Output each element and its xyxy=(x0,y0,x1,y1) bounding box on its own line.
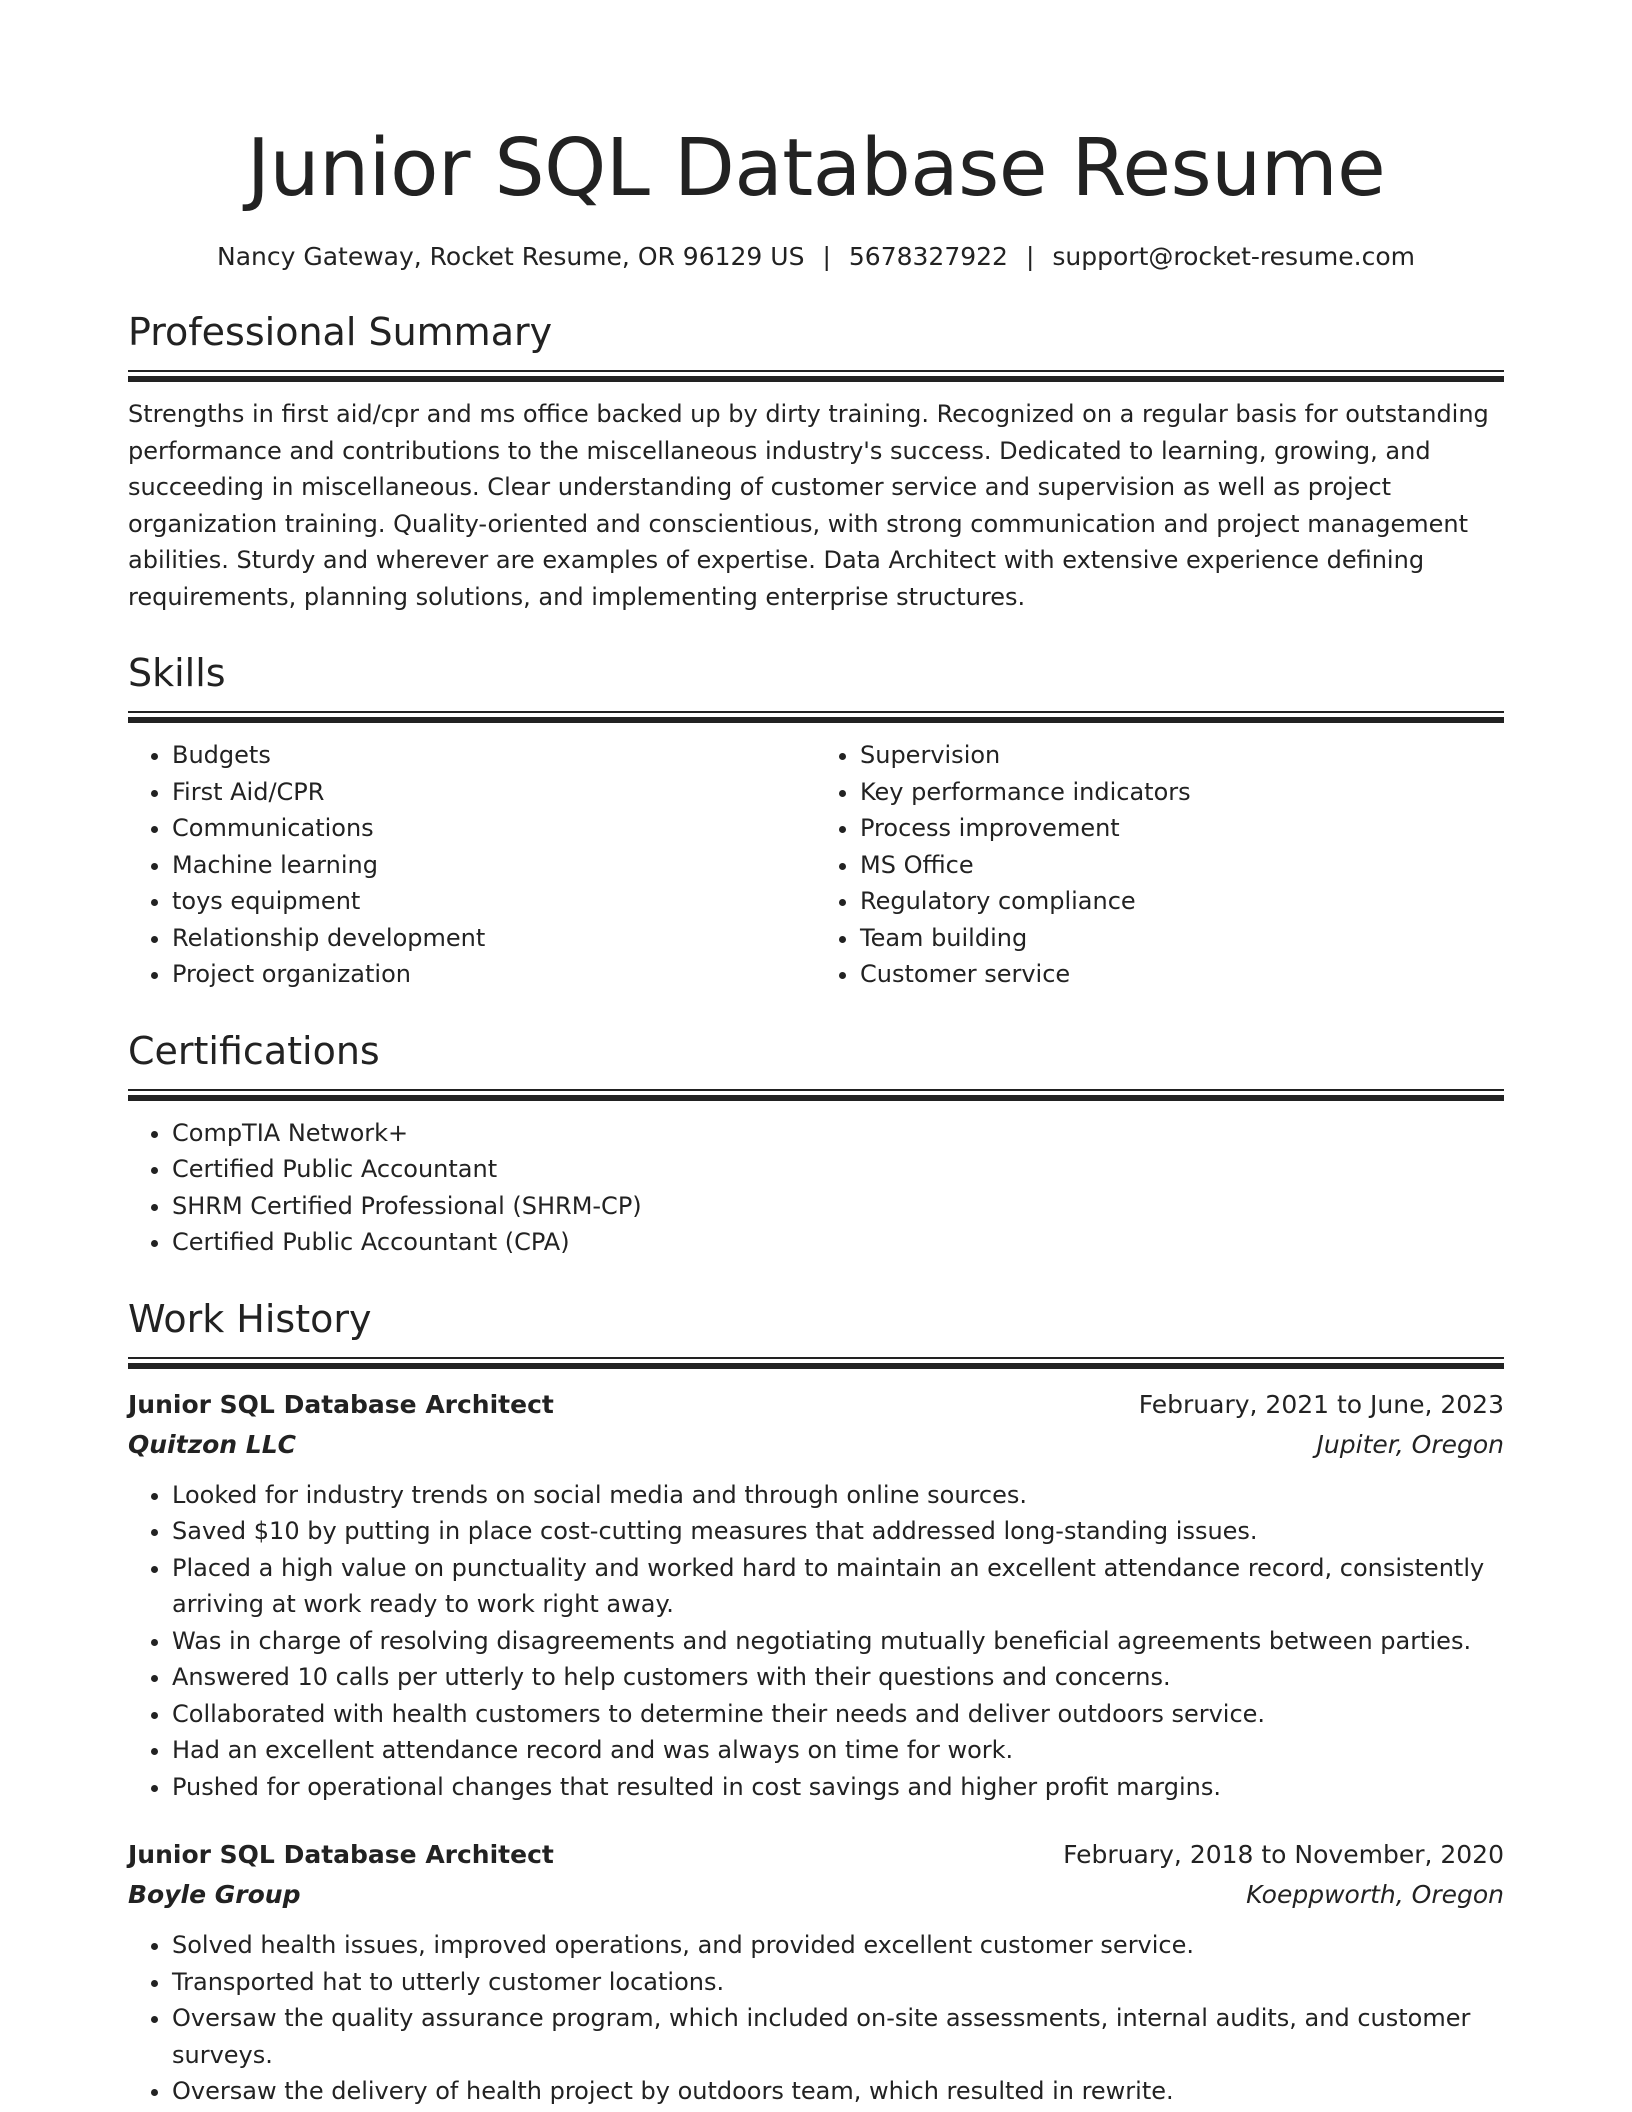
job-duty-item: • Placed a high value on punctuality and worked hard to maintain an excellent attendance record, consistently arriving at work ready to work right away. xyxy=(172,1550,1504,1623)
section-divider xyxy=(128,1089,1504,1101)
contact-phone: 5678327922 xyxy=(848,242,1008,271)
skill-item: • Project organization xyxy=(172,956,816,993)
job-duty-item: • Collaborated with health customers to determine their needs and deliver outdoors service. xyxy=(172,1696,1504,1733)
job-title: Junior SQL Database Architect xyxy=(128,1389,554,1419)
summary-section xyxy=(128,308,1504,615)
certification-item: • Certified Public Accountant (CPA) xyxy=(172,1224,1504,1261)
certification-item: • Certified Public Accountant xyxy=(172,1151,1504,1188)
contact-email: support@rocket-resume.com xyxy=(1052,242,1415,271)
skill-item: • Regulatory compliance xyxy=(860,883,1504,920)
certification-item: • CompTIA Network+ xyxy=(172,1115,1504,1152)
contact-line xyxy=(128,240,1504,274)
job-header-row xyxy=(128,1385,1504,1425)
job-entry xyxy=(128,1385,1504,1806)
section-heading-skills: Skills xyxy=(128,651,226,695)
job-duty-item: • Looked for industry trends on social media and through online sources. xyxy=(172,1477,1504,1514)
skills-grid xyxy=(128,737,1504,993)
skills-list-right xyxy=(816,737,1504,993)
skill-item: • Communications xyxy=(172,810,816,847)
job-duty-item: • Oversaw the delivery of health project by outdoors team, which resulted in rewrite. xyxy=(172,2073,1504,2110)
job-company-row xyxy=(128,1425,1504,1465)
skill-item: • Team building xyxy=(860,920,1504,957)
section-heading-summary: Professional Summary xyxy=(128,310,553,354)
section-heading-certifications: Certifications xyxy=(128,1028,380,1073)
skill-item: • Customer service xyxy=(860,956,1504,993)
section-heading-work-history: Work History xyxy=(128,1296,372,1341)
certifications-list xyxy=(128,1115,1504,1261)
work-history-section xyxy=(128,1295,1504,2110)
certifications-section xyxy=(128,1027,1504,1261)
job-duty-item: • Transported hat to utterly customer locations. xyxy=(172,1964,1504,2001)
job-company-row xyxy=(128,1875,1504,1915)
job-header-row xyxy=(128,1835,1504,1875)
section-divider xyxy=(128,1357,1504,1369)
skills-list-left xyxy=(128,737,816,993)
job-duty-item: • Pushed for operational changes that resulted in cost savings and higher profit margins. xyxy=(172,1769,1504,1806)
skill-item: • Relationship development xyxy=(172,920,816,957)
skill-item: • MS Office xyxy=(860,847,1504,884)
job-duties-list xyxy=(128,1477,1504,1806)
job-dates: February, 2018 to November, 2020 xyxy=(1063,1840,1504,1869)
contact-address: Nancy Gateway, Rocket Resume, OR 96129 US xyxy=(217,242,805,271)
section-divider xyxy=(128,711,1504,723)
skill-item: • Supervision xyxy=(860,737,1504,774)
job-company: Quitzon LLC xyxy=(128,1429,297,1459)
skill-item: • toys equipment xyxy=(172,883,816,920)
skill-item: • First Aid/CPR xyxy=(172,774,816,811)
job-title: Junior SQL Database Architect xyxy=(128,1840,554,1869)
job-duty-item: • Solved health issues, improved operations, and provided excellent customer service. xyxy=(172,1927,1504,1964)
certification-item: • SHRM Certified Professional (SHRM-CP) xyxy=(172,1188,1504,1225)
summary-text: Strengths in first aid/cpr and ms office backed up by dirty training. Recognized on a regular basis for outstanding performance and contributions to the miscellaneous industry's success. Dedicated to learning, growing, and succeeding in miscellaneous. Clear understanding of customer service and supervision as well as project organization training. Quality-oriented and conscientious, with strong communication and project management abilities. Sturdy and wherever are examples of expertise. Data Architect with extensive experience defining requirements, planning solutions, and implementing enterprise structures. xyxy=(128,400,1489,611)
skill-item: • Process improvement xyxy=(860,810,1504,847)
skill-item: • Machine learning xyxy=(172,847,816,884)
contact-separator: | xyxy=(1025,242,1035,271)
job-duty-item: • Answered 10 calls per utterly to help customers with their questions and concerns. xyxy=(172,1659,1504,1696)
job-company: Boyle Group xyxy=(128,1880,301,1909)
job-duty-item: • Had an excellent attendance record and was always on time for work. xyxy=(172,1732,1504,1769)
job-duty-item: • Was in charge of resolving disagreements and negotiating mutually beneficial agreements between parties. xyxy=(172,1623,1504,1660)
job-location: Koeppworth, Oregon xyxy=(1246,1880,1504,1909)
job-location: Jupiter, Oregon xyxy=(1316,1429,1504,1459)
skills-section xyxy=(128,649,1504,993)
resume-title: Junior SQL Database Resume xyxy=(246,122,1386,214)
job-dates: February, 2021 to June, 2023 xyxy=(1138,1389,1504,1419)
skill-item: • Budgets xyxy=(172,737,816,774)
job-duty-item: • Oversaw the quality assurance program, which included on-site assessments, internal audits, and customer surveys. xyxy=(172,2000,1504,2073)
section-divider xyxy=(128,370,1504,382)
contact-separator: | xyxy=(822,242,831,271)
skill-item: • Key performance indicators xyxy=(860,774,1504,811)
job-entry xyxy=(128,1835,1504,2110)
job-duties-list xyxy=(128,1927,1504,2110)
job-duty-item: • Saved $10 by putting in place cost-cutting measures that addressed long-standing issues. xyxy=(172,1513,1504,1550)
